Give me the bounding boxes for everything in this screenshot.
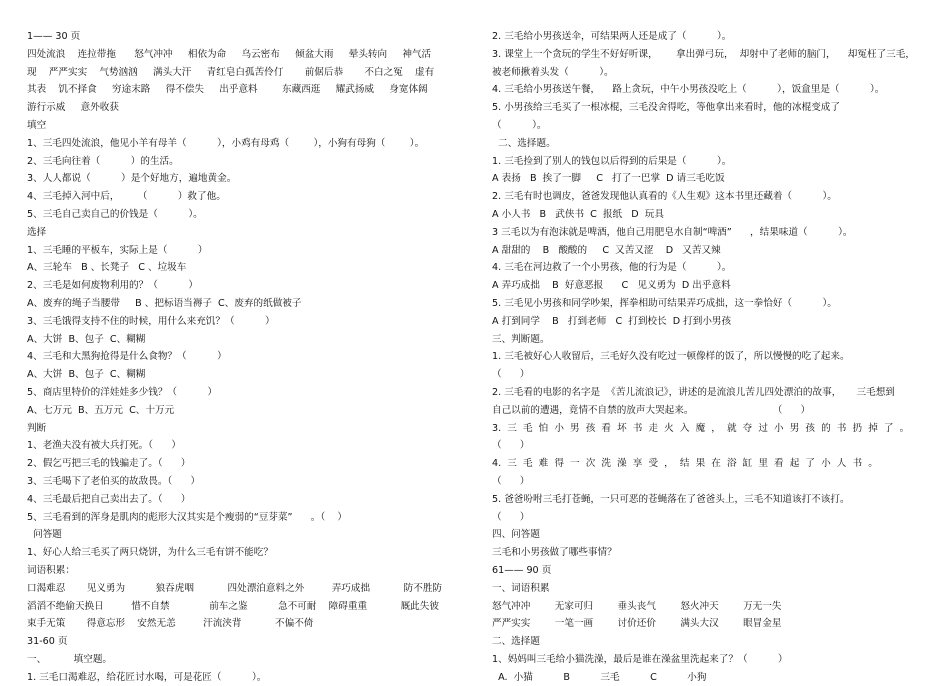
right-text-line: A 打到同学 B 打到老师 C 打到校长 D 打到小男孩 [492, 315, 732, 327]
right-text-line: A 甜甜的 B 酸酸的 C 又苦又涩 D 又苦又辣 [492, 244, 721, 256]
left-text-line: 5、三毛看到的浑身是肌肉的彪形大汉其实是个瘦弱的“豆芽菜” 。（ ） [27, 511, 347, 523]
left-text-line: 词语积累： [27, 564, 75, 576]
right-text-line: 61—— 90 页 [492, 564, 552, 576]
right-text-line: （ ） [492, 511, 530, 523]
right-text-line: 3 三毛以为有泡沫就是啤酒，他自己用肥皂水自制“啤酒” ，结果味道（ ）。 [492, 226, 853, 238]
left-text-line: 2、三毛是如何废物利用的？（ ） [27, 280, 198, 292]
right-text-line: 5. 三毛见小男孩和同学吵架，挥拳相助可结果弄巧成拙，这一拳恰好（ ）。 [492, 297, 837, 309]
left-text-line: 2、假乞丐把三毛的钱骗走了。（ ） [27, 458, 191, 470]
right-text-line: 三、判断题。 [492, 333, 550, 345]
right-text-line: 自己以前的遭遇，竟情不自禁的放声大哭起来。 （ ） [492, 404, 811, 416]
right-text-line: 三毛和小男孩做了哪些事情？ [492, 547, 617, 559]
left-text-line: 束手无策 得意忘形 安然无恙 汗流浃背 不偏不倚 [27, 618, 314, 630]
right-text-line: 二、选择题 [492, 636, 540, 648]
left-text-line: 5、商店里特价的洋娃娃多少钱？（ ） [27, 386, 218, 398]
left-text-line: 一、 填空题。 [27, 653, 113, 665]
right-text-line: 5. 小男孩给三毛买了一根冰棍，三毛没舍得吃，等他拿出来看时，他的冰棍变成了 [492, 102, 840, 114]
right-text-line: 4. 三毛给小男孩送午餐， 路上贪玩，中午小男孩没吃上（ ），饭盒里是（ ）。 [492, 84, 885, 96]
left-text-line: 滔滔不绝偷天换日 惜不自禁 前车之鉴 急不可耐 障碍重重 厩此失彼 [27, 600, 439, 612]
left-text-line: A、废弃的绳子当腰带 B 、把标语当褥子 C、废弃的纸做被子 [27, 297, 302, 309]
left-text-line: 4、三毛和大黑狗抢得是什么食物？（ ） [27, 351, 227, 363]
left-text-line: 5、三毛自己卖自己的价钱是（ ）。 [27, 208, 203, 220]
right-text-line: 1. 三毛捡到了别人的钱包以后得到的后果是（ ）。 [492, 155, 732, 167]
left-text-line: 3、人人都说（ ）是个好地方，遍地黄金。 [27, 173, 237, 185]
left-text-line: A、七万元 B、五万元 C、十万元 [27, 404, 175, 416]
left-text-line: 3、三毛喝下了老伯买的故敌畏。（ ） [27, 475, 201, 487]
right-text-line: （ ） [492, 369, 530, 381]
right-text-line: 2. 三毛看的电影的名字是 《苦儿流浪记》，讲述的是流浪儿苦儿四处漂泊的故事， 三毛想到 [492, 386, 895, 398]
left-text-line: 填空 [27, 119, 47, 131]
right-text-line: 4. 三毛在河边救了一个小男孩，他的行为是（ ）。 [492, 262, 732, 274]
left-text-line: 其表 饥不择食 穷途末路 得不偿失 出乎意料 东藏西逛 耀武扬威 身宽体阔 [27, 84, 428, 96]
left-text-line: 1、好心人给三毛买了两只烧饼，为什么三毛有饼不能吃？ [27, 547, 273, 559]
right-text-line: （ ） [492, 475, 530, 487]
left-text-line: 31-60 页 [27, 636, 68, 648]
right-text-line: 被老师揪着头发（ ）。 [492, 66, 614, 78]
right-text-line: 2. 三毛有时也调皮，爸爸发现他认真看的《人生观》这本书里还藏着（ ）。 [492, 191, 837, 203]
left-column [27, 28, 459, 686]
right-column [492, 28, 924, 686]
right-text-line: 5. 爸爸吩咐三毛打苍蝇，一只可恶的苍蝇落在了爸爸头上，三毛不知道该打不该打。 [492, 493, 850, 505]
left-text-line: 问答题 [27, 529, 62, 541]
left-text-line: A、大饼 B、包子 C、糊糊 [27, 369, 146, 381]
right-text-line: A 弄巧成拙 B 好意恶报 C 见义勇为 D 出乎意料 [492, 280, 731, 292]
left-text-line: 1. 三毛口渴难忍，给花匠讨水喝，可是花匠（ ）。 [27, 671, 267, 683]
right-text-line: 严严实实 一笔一画 讨价还价 满头大汉 眼冒金星 [492, 618, 782, 630]
left-text-line: 现 严严实实 气势汹汹 满头大汗 青红皂白孤苦伶仃 前倨后恭 不白之冤 虚有 [27, 66, 435, 78]
left-text-line: 1、三毛四处流浪，他见小羊有母羊（ ），小鸡有母鸡（ ），小狗有母狗（ ）。 [27, 137, 425, 149]
left-text-line: 1—— 30 页 [27, 31, 81, 42]
right-text-line: A 小人书 B 武侠书 C 报纸 D 玩具 [492, 208, 664, 220]
right-text-line: 二、选择题。 [492, 137, 556, 149]
left-text-line: 选择 [27, 226, 47, 238]
right-text-line: 怒气冲冲 无家可归 垂头丧气 怒火冲天 万无一失 [492, 600, 782, 612]
right-text-line: 一、词语积累 [492, 582, 550, 594]
left-text-line: 口渴难忍 见义勇为 狼吞虎咽 四处漂泊意料之外 弄巧成拙 防不胜防 [27, 582, 443, 594]
left-text-line: 3、三毛饿得支持不住的时候，用什么来充饥？（ ） [27, 315, 275, 327]
right-text-line: 1、妈妈叫三毛给小猫洗澡，最后是谁在澡盆里洗起来了？（ ） [492, 653, 788, 665]
right-text-line: （ ） [492, 440, 530, 452]
left-text-line: A、大饼 B、包子 C、糊糊 [27, 333, 146, 345]
left-text-line: 四处流浪 连拉带拖 怒气冲冲 相依为命 乌云密布 倾盆大雨 晕头转向 神气活 [27, 48, 432, 60]
right-text-line: （ ）。 [492, 119, 547, 131]
right-text-line: 2. 三毛给小男孩送伞，可结果两人还是成了（ ）。 [492, 31, 732, 42]
left-text-line: 1、老渔夫没有被大兵打死。（ ） [27, 440, 181, 452]
left-text-line: A、三轮车 B 、长凳子 C 、垃圾车 [27, 262, 187, 274]
left-text-line: 游行示威 意外收获 [27, 102, 119, 114]
right-text-line: 3. 三 毛 怕 小 男 孩 看 坏 书 走 火 入 魔 ， 就 夺 过 小 男 孩 的 书 扔 掉 了 。 [492, 422, 910, 434]
left-text-line: 4、三毛掉入河中后， （ ）救了他。 [27, 191, 226, 203]
right-text-line: A 表扬 B 挨了一脚 C 打了一巴掌 D 请三毛吃饭 [492, 173, 725, 185]
right-text-line: 4. 三 毛 难 得 一 次 洗 澡 享 受 ， 结 果 在 浴 缸 里 看 起 了 小 人 书 。 [492, 458, 878, 470]
right-text-line: 1. 三毛被好心人收留后，三毛好久没有吃过一顿像样的饭了，所以慢慢的吃了起来。 [492, 351, 850, 363]
left-text-line: 2、三毛向往着（ ）的生活。 [27, 155, 179, 167]
left-text-line: 4、三毛最后把自己卖出去了。（ ） [27, 493, 191, 505]
left-text-line: 判断 [27, 422, 47, 434]
right-text-line: A. 小猫 B 三毛 C 小狗 [492, 671, 707, 683]
right-text-line: 3. 课堂上一个贪玩的学生不好好听课， 拿出弹弓玩， 却射中了老师的脑门， 却冤枉了三毛， [492, 48, 915, 60]
left-text-line: 1、三毛睡的平板车，实际上是（ ） [27, 244, 208, 256]
right-text-line: 四、问答题 [492, 529, 540, 541]
